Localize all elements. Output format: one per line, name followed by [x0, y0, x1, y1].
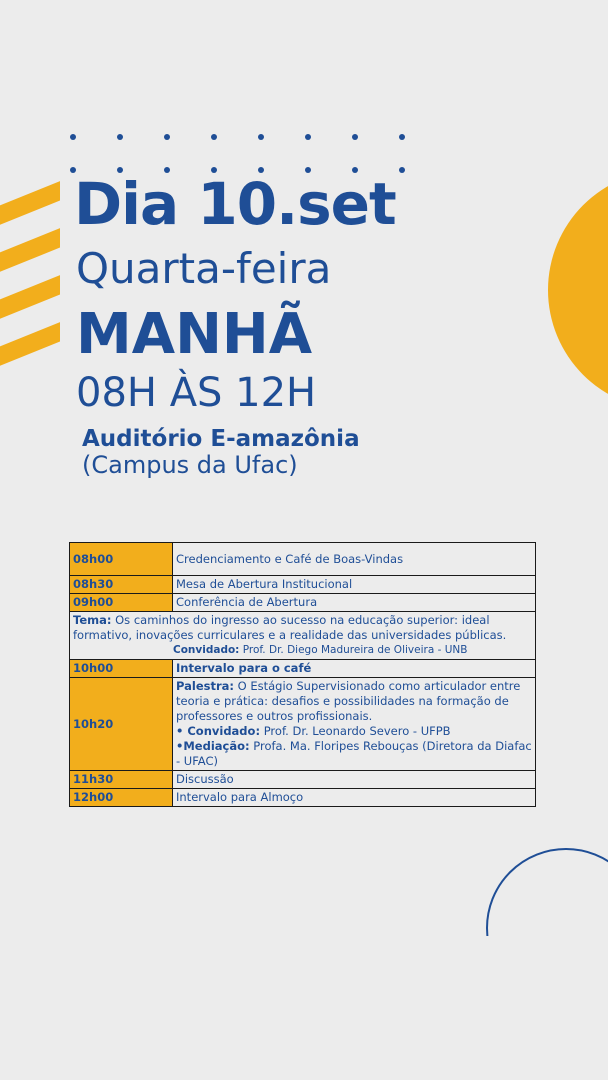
guest-text: Prof. Dr. Leonardo Severo - UFPB: [260, 724, 451, 738]
table-row: [70, 678, 536, 771]
lecture-label: Palestra:: [176, 679, 234, 693]
table-row: [70, 612, 536, 660]
mediation-text: Profa. Ma. Floripes Rebouças (Diretora da Diafac - UFAC): [176, 739, 532, 768]
lecture-text: O Estágio Supervisionado como articulador entre teoria e prática: desafios e possibilidades na formação de professores e outros profissionais.: [176, 679, 521, 723]
time-cell: 11h30: [70, 771, 173, 789]
mediation-label: •Mediação:: [176, 739, 250, 753]
event-weekday: Quarta-feira: [76, 244, 332, 293]
activity-cell: Intervalo para Almoço: [173, 789, 536, 807]
time-cell: 08h00: [70, 543, 173, 576]
table-row: [70, 594, 536, 612]
theme-cell: [70, 612, 536, 660]
activity-cell: Credenciamento e Café de Boas-Vindas: [173, 543, 536, 576]
venue-location: (Campus da Ufac): [82, 451, 298, 479]
event-hours: 08H ÀS 12H: [76, 370, 317, 416]
schedule-table: [69, 542, 536, 807]
activity-cell: Discussão: [173, 771, 536, 789]
table-row: [70, 543, 536, 576]
theme-label: Tema:: [73, 613, 112, 627]
venue-name: Auditório E-amazônia: [82, 426, 360, 452]
theme-text: Os caminhos do ingresso ao sucesso na educação superior: ideal formativo, inovações curriculares e a realidade das universidades públicas.: [73, 613, 507, 642]
lecture-cell: [173, 678, 536, 771]
activity-cell: Intervalo para o café: [173, 660, 536, 678]
yellow-stripes: [0, 0, 60, 400]
table-row: [70, 660, 536, 678]
activity-cell: Mesa de Abertura Institucional: [173, 576, 536, 594]
event-date: Dia 10.set: [74, 170, 396, 238]
activity-cell: Conferência de Abertura: [173, 594, 536, 612]
yellow-half-circle: [548, 170, 608, 410]
table-row: [70, 576, 536, 594]
time-cell: 10h20: [70, 678, 173, 771]
event-period: MANHÃ: [76, 302, 313, 367]
time-cell: 10h00: [70, 660, 173, 678]
time-cell: 08h30: [70, 576, 173, 594]
table-row: [70, 771, 536, 789]
time-cell: 12h00: [70, 789, 173, 807]
guest-label: • Convidado:: [176, 724, 261, 738]
theme-guest: Convidado: Prof. Dr. Diego Madureira de Oliveira - UNB: [173, 644, 468, 656]
time-cell: 09h00: [70, 594, 173, 612]
table-row: [70, 789, 536, 807]
